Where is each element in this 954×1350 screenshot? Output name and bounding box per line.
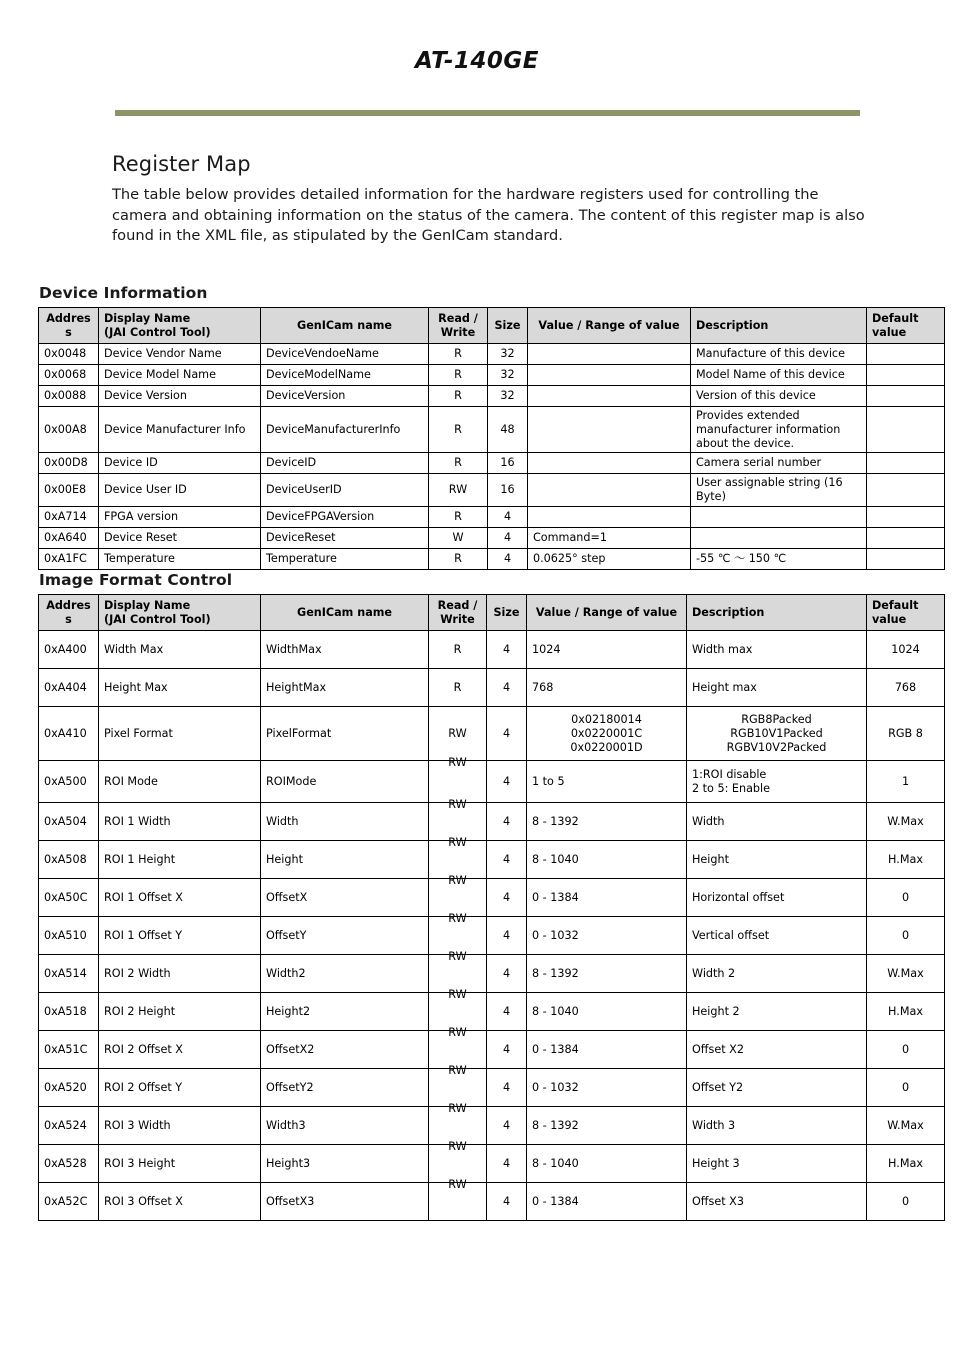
table-row bbox=[39, 548, 945, 569]
cell-display-name: ROI 3 Width bbox=[99, 1107, 261, 1145]
table-row bbox=[39, 1069, 945, 1107]
image-format-control-section bbox=[38, 571, 944, 1221]
cell-default-value: W.Max bbox=[867, 803, 945, 841]
cell-read-write-text: RW bbox=[448, 798, 467, 812]
table-header-row bbox=[39, 308, 945, 344]
cell-read-write: R bbox=[429, 407, 488, 453]
cell-genicam-name: Width bbox=[261, 803, 429, 841]
col-header-default-value bbox=[867, 595, 945, 631]
cell-description: Height 3 bbox=[687, 1145, 867, 1183]
cell-genicam-name: OffsetY bbox=[261, 917, 429, 955]
cell-address: 0xA500 bbox=[39, 761, 99, 803]
col-header-value-range: Value / Range of value bbox=[528, 308, 691, 344]
cell-default-value bbox=[867, 474, 945, 506]
cell-default-value bbox=[867, 527, 945, 548]
cell-address: 0x00A8 bbox=[39, 407, 99, 453]
cell-description: Model Name of this device bbox=[691, 365, 867, 386]
cell-address: 0xA524 bbox=[39, 1107, 99, 1145]
cell-genicam-name: DeviceVendoeName bbox=[261, 344, 429, 365]
table-row bbox=[39, 1145, 945, 1183]
cell-description: Width 2 bbox=[687, 955, 867, 993]
table-row bbox=[39, 344, 945, 365]
cell-address: 0xA514 bbox=[39, 955, 99, 993]
cell-value-range: 0 - 1384 bbox=[527, 1031, 687, 1069]
cell-value-range bbox=[528, 453, 691, 474]
cell-description: Offset X3 bbox=[687, 1183, 867, 1221]
col-header-genicam-name: GenICam name bbox=[261, 308, 429, 344]
cell-read-write: R bbox=[429, 344, 488, 365]
cell-genicam-name: DeviceID bbox=[261, 453, 429, 474]
cell-address: 0x00D8 bbox=[39, 453, 99, 474]
table-row bbox=[39, 761, 945, 803]
cell-value-range: 8 - 1392 bbox=[527, 955, 687, 993]
cell-display-name: Width Max bbox=[99, 631, 261, 669]
cell-size: 16 bbox=[488, 474, 528, 506]
cell-description: Camera serial number bbox=[691, 453, 867, 474]
document-title: AT-140GE bbox=[414, 48, 540, 74]
cell-read-write bbox=[429, 756, 487, 803]
cell-read-write: R bbox=[429, 453, 488, 474]
table-header-row bbox=[39, 595, 945, 631]
cell-default-value: H.Max bbox=[867, 993, 945, 1031]
cell-default-value bbox=[867, 365, 945, 386]
cell-value-range bbox=[528, 407, 691, 453]
cell-read-write-text: RW bbox=[448, 988, 467, 1002]
table-row bbox=[39, 1183, 945, 1221]
cell-value-range: 0 - 1384 bbox=[527, 879, 687, 917]
cell-default-value bbox=[867, 548, 945, 569]
cell-size: 4 bbox=[487, 955, 527, 993]
cell-address: 0xA51C bbox=[39, 1031, 99, 1069]
cell-value-range: 0 - 1384 bbox=[527, 1183, 687, 1221]
cell-size: 4 bbox=[487, 707, 527, 761]
cell-display-name: Height Max bbox=[99, 669, 261, 707]
cell-genicam-name: HeightMax bbox=[261, 669, 429, 707]
cell-default-value bbox=[867, 453, 945, 474]
cell-read-write bbox=[429, 874, 487, 917]
cell-default-value bbox=[867, 506, 945, 527]
cell-address: 0x0048 bbox=[39, 344, 99, 365]
table-row bbox=[39, 453, 945, 474]
cell-address: 0x00E8 bbox=[39, 474, 99, 506]
cell-size: 32 bbox=[488, 344, 528, 365]
cell-size: 32 bbox=[488, 386, 528, 407]
cell-value-range: 8 - 1392 bbox=[527, 1107, 687, 1145]
cell-description-line: RGB10V1Packed bbox=[730, 726, 823, 740]
cell-address: 0xA410 bbox=[39, 707, 99, 761]
cell-display-name: Device Model Name bbox=[99, 365, 261, 386]
cell-genicam-name: OffsetY2 bbox=[261, 1069, 429, 1107]
cell-description-line: RGB8Packed bbox=[741, 713, 812, 727]
cell-default-value: 1024 bbox=[867, 631, 945, 669]
cell-genicam-name: DeviceReset bbox=[261, 527, 429, 548]
cell-read-write bbox=[429, 950, 487, 993]
cell-size: 4 bbox=[487, 1145, 527, 1183]
cell-display-name: Device Manufacturer Info bbox=[99, 407, 261, 453]
table-row bbox=[39, 841, 945, 879]
col-header-display-name-line2: (JAI Control Tool) bbox=[104, 325, 211, 339]
cell-display-name: ROI 3 Offset X bbox=[99, 1183, 261, 1221]
cell-genicam-name: Height bbox=[261, 841, 429, 879]
table-row bbox=[39, 669, 945, 707]
cell-value-range bbox=[528, 365, 691, 386]
cell-description: Vertical offset bbox=[687, 917, 867, 955]
cell-default-value: RGB 8 bbox=[867, 707, 945, 761]
cell-default-value: W.Max bbox=[867, 955, 945, 993]
cell-display-name: ROI 2 Offset Y bbox=[99, 1069, 261, 1107]
cell-display-name: Pixel Format bbox=[99, 707, 261, 761]
cell-description: Manufacture of this device bbox=[691, 344, 867, 365]
cell-description: Height max bbox=[687, 669, 867, 707]
cell-default-value: 768 bbox=[867, 669, 945, 707]
cell-address: 0xA714 bbox=[39, 506, 99, 527]
cell-read-write: R bbox=[429, 631, 487, 669]
cell-description bbox=[691, 506, 867, 527]
cell-genicam-name: DeviceManufacturerInfo bbox=[261, 407, 429, 453]
col-header-genicam-name: GenICam name bbox=[261, 595, 429, 631]
cell-description bbox=[687, 707, 867, 761]
cell-read-write: W bbox=[429, 527, 488, 548]
cell-description: -55 ℃ ～ 150 ℃ bbox=[691, 548, 867, 569]
col-header-display-name-line1: Display Name bbox=[104, 312, 191, 325]
cell-value-range: 0 - 1032 bbox=[527, 1069, 687, 1107]
cell-description: Version of this device bbox=[691, 386, 867, 407]
cell-display-name: ROI Mode bbox=[99, 761, 261, 803]
table-row bbox=[39, 631, 945, 669]
cell-read-write bbox=[429, 1102, 487, 1145]
cell-read-write-text: RW bbox=[448, 1178, 467, 1192]
cell-size: 16 bbox=[488, 453, 528, 474]
cell-read-write: R bbox=[429, 386, 488, 407]
col-header-read-write-line2: Write bbox=[440, 325, 476, 339]
cell-genicam-name: OffsetX bbox=[261, 879, 429, 917]
image-format-control-caption: Image Format Control bbox=[39, 571, 233, 589]
cell-default-value bbox=[867, 386, 945, 407]
cell-address: 0xA404 bbox=[39, 669, 99, 707]
cell-read-write bbox=[429, 1064, 487, 1107]
table-row bbox=[39, 527, 945, 548]
col-header-default-value-line2: value bbox=[872, 612, 907, 626]
table-row bbox=[39, 917, 945, 955]
cell-value-range: 8 - 1040 bbox=[527, 993, 687, 1031]
table-row bbox=[39, 386, 945, 407]
cell-description: Width bbox=[687, 803, 867, 841]
cell-genicam-name: DeviceFPGAVersion bbox=[261, 506, 429, 527]
cell-display-name: ROI 1 Offset X bbox=[99, 879, 261, 917]
cell-address: 0xA508 bbox=[39, 841, 99, 879]
cell-description bbox=[691, 527, 867, 548]
cell-genicam-name: ROIMode bbox=[261, 761, 429, 803]
cell-read-write-text: RW bbox=[448, 836, 467, 850]
col-header-display-name-line2: (JAI Control Tool) bbox=[104, 612, 211, 626]
cell-read-write-text: RW bbox=[448, 756, 467, 770]
cell-value-range: 8 - 1392 bbox=[527, 803, 687, 841]
cell-description: Offset Y2 bbox=[687, 1069, 867, 1107]
cell-default-value bbox=[867, 407, 945, 453]
cell-address: 0x0088 bbox=[39, 386, 99, 407]
cell-read-write: RW bbox=[429, 707, 487, 761]
cell-address: 0xA504 bbox=[39, 803, 99, 841]
cell-genicam-name: Temperature bbox=[261, 548, 429, 569]
cell-description: Horizontal offset bbox=[687, 879, 867, 917]
cell-default-value: 0 bbox=[867, 917, 945, 955]
cell-display-name: ROI 1 Height bbox=[99, 841, 261, 879]
cell-read-write bbox=[429, 798, 487, 841]
cell-read-write-text: RW bbox=[448, 1102, 467, 1116]
cell-size: 4 bbox=[487, 761, 527, 803]
cell-display-name: Device ID bbox=[99, 453, 261, 474]
cell-genicam-name: OffsetX3 bbox=[261, 1183, 429, 1221]
cell-read-write-text: RW bbox=[448, 1026, 467, 1040]
cell-read-write: RW bbox=[429, 474, 488, 506]
table-row bbox=[39, 707, 945, 761]
cell-size: 32 bbox=[488, 365, 528, 386]
cell-default-value: 0 bbox=[867, 1031, 945, 1069]
cell-description-line: RGBV10V2Packed bbox=[726, 740, 827, 754]
cell-value-range: Command=1 bbox=[528, 527, 691, 548]
cell-description-line: 2 to 5: Enable bbox=[692, 781, 771, 795]
cell-address: 0x0068 bbox=[39, 365, 99, 386]
cell-read-write-text: RW bbox=[448, 1140, 467, 1154]
cell-value-range-line: 0x0220001D bbox=[570, 740, 643, 754]
cell-address: 0xA518 bbox=[39, 993, 99, 1031]
cell-value-range: 768 bbox=[527, 669, 687, 707]
cell-size: 4 bbox=[488, 548, 528, 569]
cell-display-name: Temperature bbox=[99, 548, 261, 569]
cell-genicam-name: Height2 bbox=[261, 993, 429, 1031]
cell-read-write-text: RW bbox=[448, 874, 467, 888]
cell-read-write-text: RW bbox=[448, 950, 467, 964]
cell-value-range: 1024 bbox=[527, 631, 687, 669]
cell-size: 4 bbox=[487, 841, 527, 879]
cell-read-write bbox=[429, 836, 487, 879]
col-header-description: Description bbox=[687, 595, 867, 631]
cell-address: 0xA400 bbox=[39, 631, 99, 669]
device-information-section bbox=[38, 284, 944, 570]
cell-default-value: 0 bbox=[867, 879, 945, 917]
cell-size: 4 bbox=[487, 631, 527, 669]
cell-address: 0xA528 bbox=[39, 1145, 99, 1183]
col-header-default-value-line2: value bbox=[872, 325, 907, 339]
cell-read-write: R bbox=[429, 548, 488, 569]
cell-size: 4 bbox=[488, 527, 528, 548]
table-row bbox=[39, 1031, 945, 1069]
cell-description: Height bbox=[687, 841, 867, 879]
cell-value-range bbox=[528, 386, 691, 407]
cell-genicam-name: Height3 bbox=[261, 1145, 429, 1183]
cell-size: 4 bbox=[487, 917, 527, 955]
col-header-read-write bbox=[429, 595, 487, 631]
cell-value-range: 8 - 1040 bbox=[527, 841, 687, 879]
cell-genicam-name: Width3 bbox=[261, 1107, 429, 1145]
cell-address: 0xA520 bbox=[39, 1069, 99, 1107]
col-header-read-write-line1: Read / bbox=[437, 599, 478, 612]
cell-default-value: 1 bbox=[867, 761, 945, 803]
cell-read-write bbox=[429, 988, 487, 1031]
cell-address: 0xA50C bbox=[39, 879, 99, 917]
table-row bbox=[39, 506, 945, 527]
cell-default-value: 0 bbox=[867, 1069, 945, 1107]
col-header-size: Size bbox=[487, 595, 527, 631]
cell-display-name: ROI 3 Height bbox=[99, 1145, 261, 1183]
cell-description bbox=[687, 761, 867, 803]
cell-value-range bbox=[527, 707, 687, 761]
col-header-read-write-line2: Write bbox=[440, 612, 475, 626]
cell-genicam-name: Width2 bbox=[261, 955, 429, 993]
cell-size: 4 bbox=[487, 1183, 527, 1221]
cell-default-value: W.Max bbox=[867, 1107, 945, 1145]
cell-default-value: H.Max bbox=[867, 1145, 945, 1183]
col-header-display-name bbox=[99, 595, 261, 631]
cell-size: 4 bbox=[487, 669, 527, 707]
col-header-description: Description bbox=[691, 308, 867, 344]
cell-genicam-name: DeviceVersion bbox=[261, 386, 429, 407]
cell-genicam-name: OffsetX2 bbox=[261, 1031, 429, 1069]
cell-display-name: ROI 1 Offset Y bbox=[99, 917, 261, 955]
device-information-caption: Device Information bbox=[39, 284, 208, 302]
cell-genicam-name: WidthMax bbox=[261, 631, 429, 669]
col-header-address: Address bbox=[39, 308, 99, 344]
cell-address: 0xA640 bbox=[39, 527, 99, 548]
cell-value-range bbox=[528, 474, 691, 506]
cell-read-write bbox=[429, 912, 487, 955]
cell-read-write bbox=[429, 1026, 487, 1069]
cell-description: Provides extended manufacturer information about the device. bbox=[691, 407, 867, 453]
cell-description: Width 3 bbox=[687, 1107, 867, 1145]
page-title: Register Map bbox=[112, 152, 251, 176]
cell-value-range: 8 - 1040 bbox=[527, 1145, 687, 1183]
table-row bbox=[39, 803, 945, 841]
cell-read-write-text: RW bbox=[448, 912, 467, 926]
cell-description: Height 2 bbox=[687, 993, 867, 1031]
cell-default-value bbox=[867, 344, 945, 365]
col-header-display-name-line1: Display Name bbox=[104, 599, 191, 612]
cell-read-write: R bbox=[429, 669, 487, 707]
cell-value-range bbox=[528, 344, 691, 365]
cell-read-write: R bbox=[429, 506, 488, 527]
cell-value-range bbox=[528, 506, 691, 527]
cell-read-write: R bbox=[429, 365, 488, 386]
col-header-default-value bbox=[867, 308, 945, 344]
cell-size: 48 bbox=[488, 407, 528, 453]
cell-size: 4 bbox=[487, 1069, 527, 1107]
page-header bbox=[0, 0, 954, 74]
cell-description: Offset X2 bbox=[687, 1031, 867, 1069]
cell-value-range: 0 - 1032 bbox=[527, 917, 687, 955]
cell-address: 0xA1FC bbox=[39, 548, 99, 569]
cell-display-name: ROI 2 Height bbox=[99, 993, 261, 1031]
intro-block bbox=[112, 152, 872, 247]
cell-display-name: FPGA version bbox=[99, 506, 261, 527]
cell-display-name: Device Reset bbox=[99, 527, 261, 548]
cell-value-range: 0.0625° step bbox=[528, 548, 691, 569]
cell-size: 4 bbox=[488, 506, 528, 527]
cell-display-name: Device Vendor Name bbox=[99, 344, 261, 365]
cell-default-value: 0 bbox=[867, 1183, 945, 1221]
col-header-value-range: Value / Range of value bbox=[527, 595, 687, 631]
table-row bbox=[39, 365, 945, 386]
cell-read-write-text: RW bbox=[448, 1064, 467, 1078]
table-row bbox=[39, 474, 945, 506]
cell-display-name: ROI 2 Width bbox=[99, 955, 261, 993]
intro-paragraph: The table below provides detailed information for the hardware registers used for controlling the camera and obtaining information on the status of the camera. The content of this register map is also found in the XML file, as stipulated by the GenICam standard. bbox=[112, 186, 865, 245]
cell-genicam-name: DeviceUserID bbox=[261, 474, 429, 506]
cell-display-name: Device Version bbox=[99, 386, 261, 407]
table-row bbox=[39, 955, 945, 993]
col-header-size: Size bbox=[488, 308, 528, 344]
cell-value-range-line: 0x02180014 bbox=[571, 713, 642, 727]
table-row bbox=[39, 879, 945, 917]
col-header-default-value-line1: Default bbox=[872, 599, 919, 612]
cell-size: 4 bbox=[487, 1031, 527, 1069]
col-header-read-write bbox=[429, 308, 488, 344]
cell-display-name: ROI 1 Width bbox=[99, 803, 261, 841]
image-format-control-table bbox=[38, 594, 945, 1221]
table-row bbox=[39, 407, 945, 453]
cell-read-write bbox=[429, 1178, 487, 1221]
cell-genicam-name: DeviceModelName bbox=[261, 365, 429, 386]
header-divider-rule bbox=[115, 110, 860, 116]
col-header-read-write-line1: Read / bbox=[438, 312, 478, 325]
cell-address: 0xA52C bbox=[39, 1183, 99, 1221]
cell-display-name: ROI 2 Offset X bbox=[99, 1031, 261, 1069]
table-row bbox=[39, 993, 945, 1031]
cell-value-range: 1 to 5 bbox=[527, 761, 687, 803]
cell-default-value: H.Max bbox=[867, 841, 945, 879]
cell-value-range-line: 0x0220001C bbox=[570, 726, 643, 740]
device-information-table bbox=[38, 307, 945, 570]
cell-size: 4 bbox=[487, 993, 527, 1031]
cell-description-line: 1:ROI disable bbox=[692, 768, 767, 782]
table-row bbox=[39, 1107, 945, 1145]
cell-read-write bbox=[429, 1140, 487, 1183]
cell-description: User assignable string (16 Byte) bbox=[691, 474, 867, 506]
col-header-default-value-line1: Default bbox=[872, 312, 919, 325]
cell-size: 4 bbox=[487, 1107, 527, 1145]
col-header-address: Address bbox=[39, 595, 99, 631]
col-header-display-name bbox=[99, 308, 261, 344]
cell-genicam-name: PixelFormat bbox=[261, 707, 429, 761]
cell-size: 4 bbox=[487, 879, 527, 917]
cell-display-name: Device User ID bbox=[99, 474, 261, 506]
cell-size: 4 bbox=[487, 803, 527, 841]
cell-address: 0xA510 bbox=[39, 917, 99, 955]
cell-description: Width max bbox=[687, 631, 867, 669]
